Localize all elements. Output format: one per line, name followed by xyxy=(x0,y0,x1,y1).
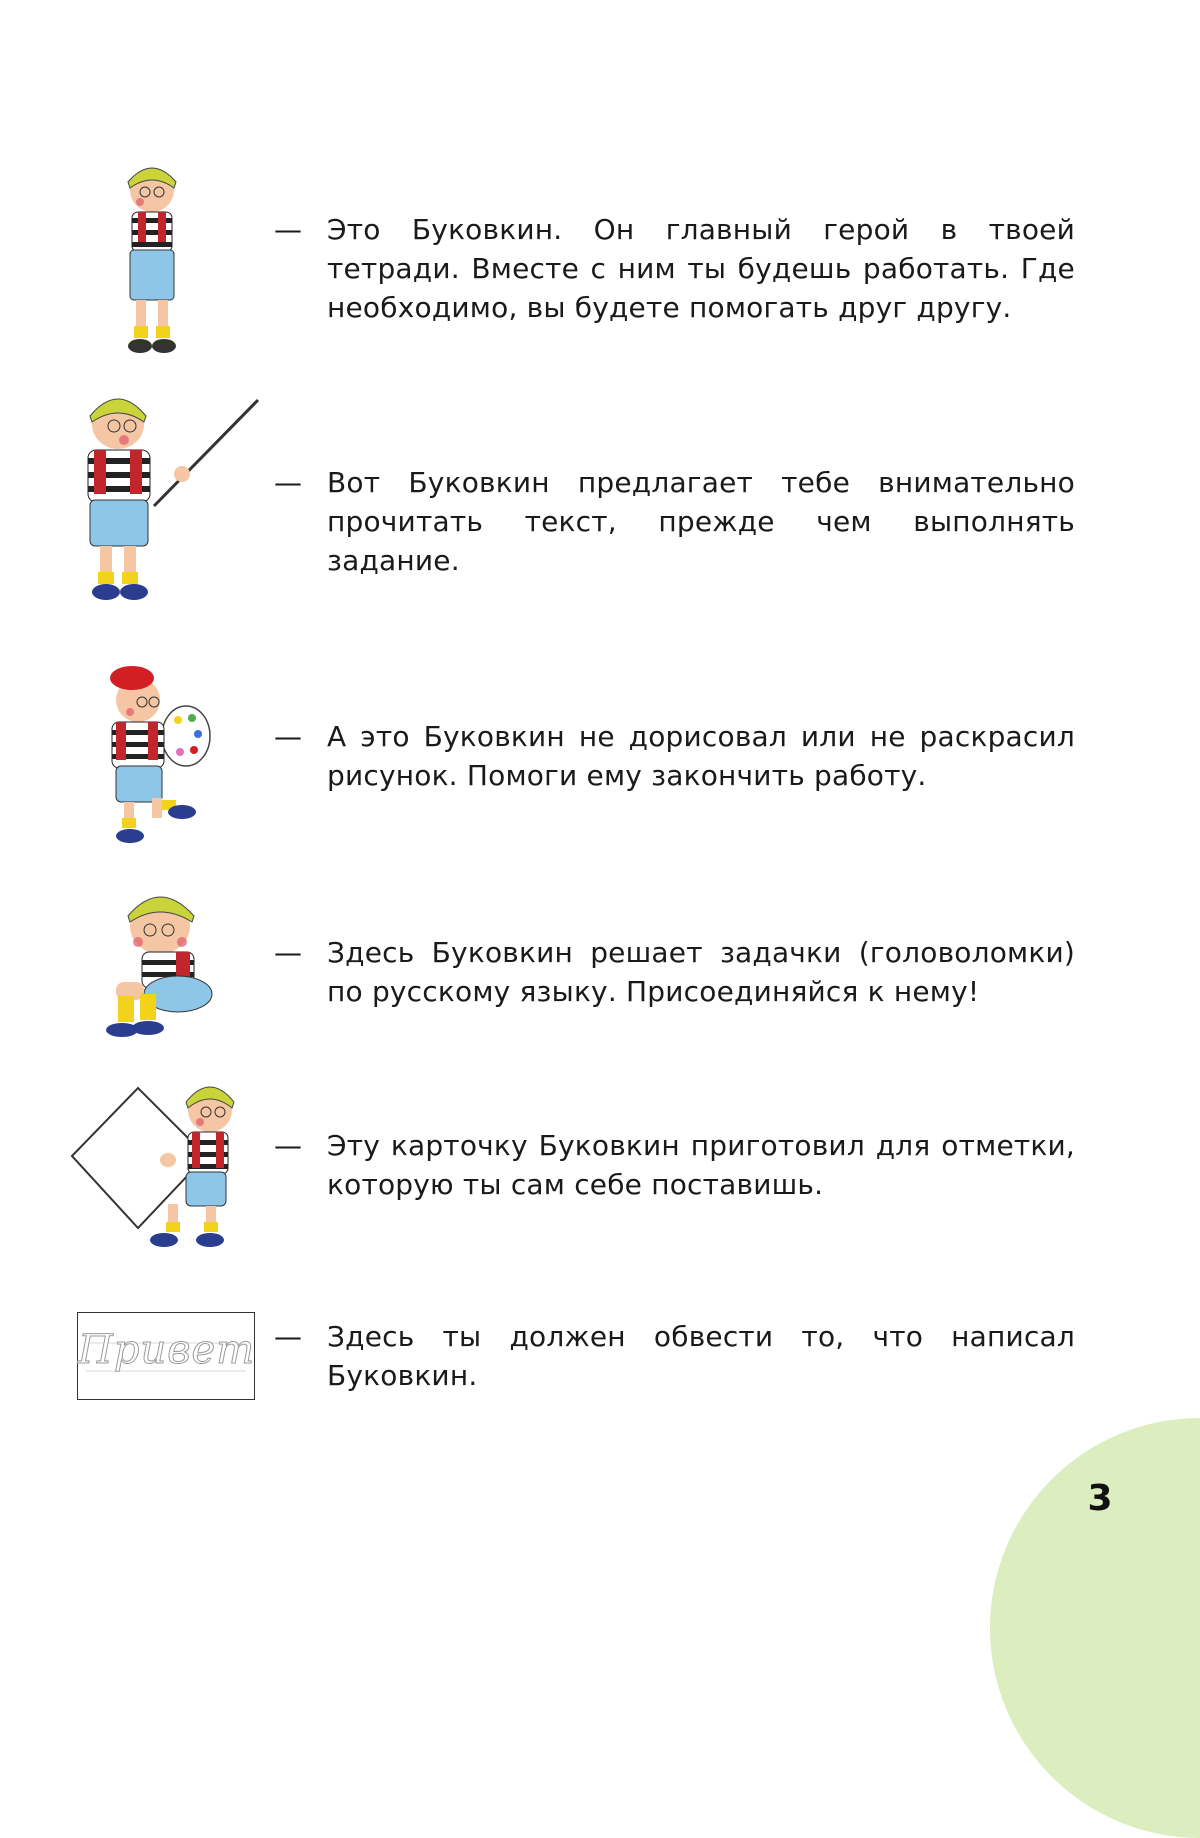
dash: — xyxy=(274,1129,302,1162)
dash: — xyxy=(274,1320,302,1353)
bukovkin-card-illustration xyxy=(68,1076,248,1256)
bukovkin-pointer-illustration xyxy=(76,388,261,614)
tracing-card xyxy=(77,1312,255,1400)
page-number: 3 xyxy=(1087,1478,1113,1519)
entry-text: Эту карточку Буковкин приготовил для отметки, которую ты сам себе поставишь. xyxy=(327,1129,1075,1201)
dash: — xyxy=(274,936,302,969)
entry-text: А это Буковкин не дорисовал или не раскрасил рисунок. Помоги ему закончить работу. xyxy=(327,720,1075,792)
dash: — xyxy=(274,213,302,246)
dash: — xyxy=(274,466,302,499)
entry-text: Здесь ты должен обвести то, что написал Буковкин. xyxy=(327,1320,1075,1392)
bukovkin-painter-illustration xyxy=(98,660,218,850)
dash: — xyxy=(274,720,302,753)
entry-text: Здесь Буковкин решает задачки (головоломки) по русскому языку. Присоединяйся к нему! xyxy=(327,936,1075,1008)
bukovkin-thinking-illustration xyxy=(98,886,218,1044)
entry-text: Вот Буковкин предлагает тебе внимательно прочитать текст, прежде чем выполнять задание. xyxy=(327,466,1075,577)
tracing-word: Привет xyxy=(78,1327,256,1373)
entry-text: Это Буковкин. Он главный герой в твоей тетради. Вместе с ним ты будешь работать. Где необходимо, вы будете помогать друг другу. xyxy=(327,213,1075,324)
bukovkin-standing-illustration xyxy=(118,160,188,365)
